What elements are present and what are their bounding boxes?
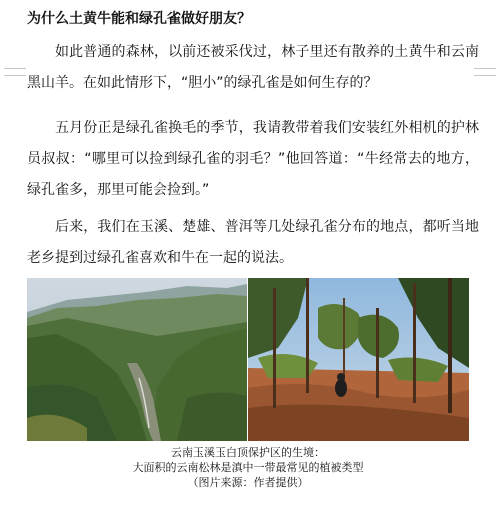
mountain-valley-image: [27, 278, 247, 441]
caption-line-1: 云南玉溪玉白顶保护区的生境：: [171, 446, 325, 459]
paragraph-2: 五月份正是绿孔雀换毛的季节，我请教带着我们安装红外相机的护林员叔叔：“哪里可以捡到绿孔雀的羽毛？”他回答道：“牛经常去的地方，绿孔雀多，那里可能会捡到。”: [27, 120, 479, 198]
mountain-valley-photo: [27, 278, 247, 441]
paragraph-3: 后来，我们在玉溪、楚雄、普洱等几处绿孔雀分布的地点，都听当地老乡提到过绿孔雀喜欢和牛在一起的说法。: [27, 219, 479, 266]
caption-line-3: （图片来源：作者提供）: [187, 476, 309, 489]
pine-forest-photo: [248, 278, 469, 441]
section-heading: 为什么土黄牛能和绿孔雀做好朋友？: [27, 11, 251, 27]
caption-line-2: 大面积的云南松林是滇中一带最常见的植被类型: [132, 461, 364, 474]
paragraph-1: 如此普通的森林，以前还被采伐过，林子里还有散养的土黄牛和云南黑山羊。在如此情形下，“胆小”的绿孔雀是如何生存的？: [27, 44, 479, 91]
pine-forest-image: [248, 278, 469, 441]
margin-marker-left: [4, 68, 26, 76]
figure-caption: [27, 445, 469, 490]
